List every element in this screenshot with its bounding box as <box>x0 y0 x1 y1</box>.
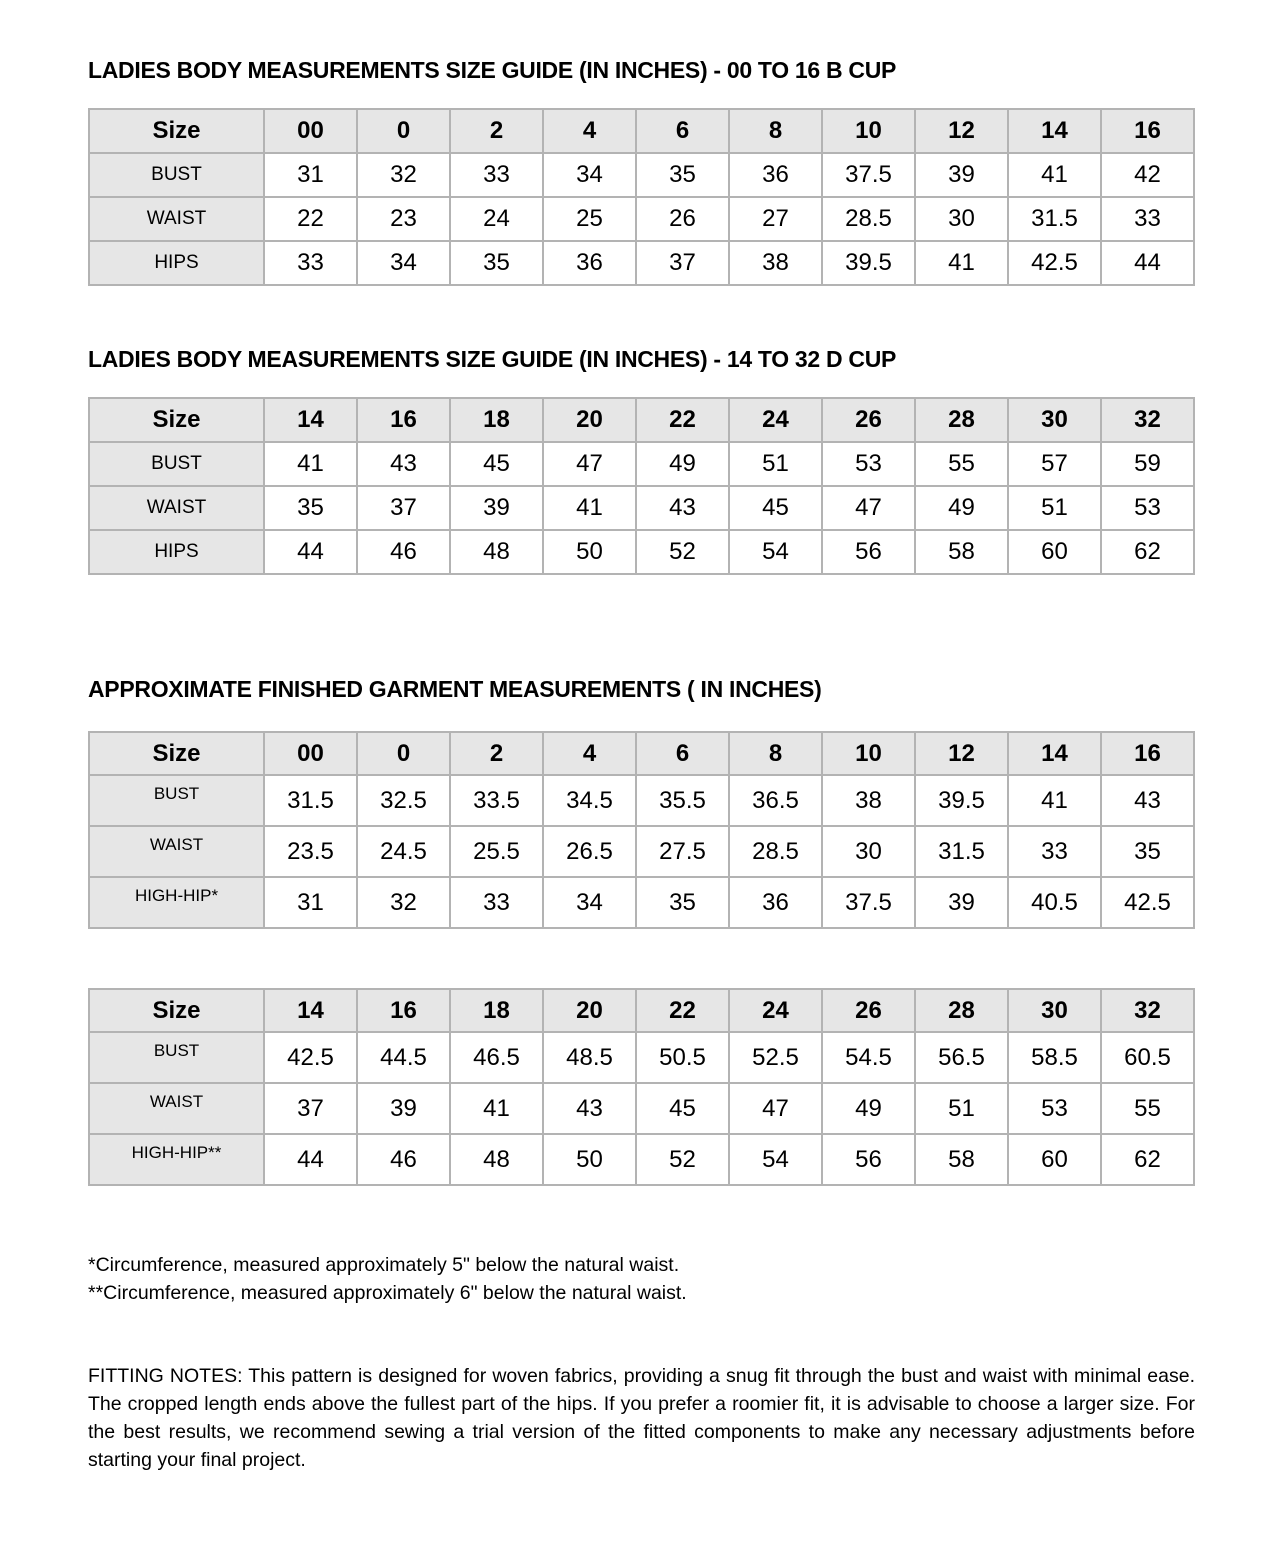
size-header: 14 <box>264 398 357 442</box>
size-header: 26 <box>822 398 915 442</box>
measurement-cell: 26 <box>636 197 729 241</box>
row-label: HIPS <box>89 530 264 574</box>
measurement-cell: 45 <box>450 442 543 486</box>
size-table-garment-small <box>88 731 1195 929</box>
size-header: 8 <box>729 109 822 153</box>
size-header: 16 <box>1101 109 1194 153</box>
measurement-cell: 23.5 <box>264 826 357 877</box>
measurement-cell: 41 <box>915 241 1008 285</box>
measurement-cell: 49 <box>915 486 1008 530</box>
table-row <box>89 530 1194 574</box>
measurement-cell: 41 <box>1008 153 1101 197</box>
measurement-cell: 54 <box>729 530 822 574</box>
measurement-cell: 51 <box>729 442 822 486</box>
measurement-cell: 55 <box>1101 1083 1194 1134</box>
size-header: 18 <box>450 398 543 442</box>
measurement-cell: 44 <box>264 1134 357 1185</box>
measurement-cell: 35 <box>636 153 729 197</box>
measurement-cell: 36.5 <box>729 775 822 826</box>
size-header: 00 <box>264 732 357 775</box>
measurement-cell: 43 <box>357 442 450 486</box>
measurement-cell: 37 <box>264 1083 357 1134</box>
measurement-cell: 27.5 <box>636 826 729 877</box>
measurement-cell: 35 <box>636 877 729 928</box>
row-label: HIGH-HIP** <box>89 1134 264 1185</box>
measurement-cell: 53 <box>1101 486 1194 530</box>
size-header: 2 <box>450 732 543 775</box>
measurement-cell: 46.5 <box>450 1032 543 1083</box>
row-label: BUST <box>89 775 264 826</box>
measurement-cell: 32.5 <box>357 775 450 826</box>
measurement-cell: 43 <box>636 486 729 530</box>
size-header: 24 <box>729 989 822 1032</box>
table-row <box>89 1083 1194 1134</box>
measurement-cell: 42.5 <box>1101 877 1194 928</box>
size-header: 0 <box>357 109 450 153</box>
row-label: WAIST <box>89 1083 264 1134</box>
measurement-cell: 53 <box>822 442 915 486</box>
size-header: 12 <box>915 732 1008 775</box>
size-header: 22 <box>636 989 729 1032</box>
measurement-cell: 31.5 <box>915 826 1008 877</box>
size-header: 32 <box>1101 989 1194 1032</box>
table-row <box>89 153 1194 197</box>
measurement-cell: 41 <box>1008 775 1101 826</box>
size-header: 28 <box>915 398 1008 442</box>
measurement-cell: 33 <box>1101 197 1194 241</box>
measurement-cell: 60.5 <box>1101 1032 1194 1083</box>
row-label: BUST <box>89 442 264 486</box>
measurement-cell: 46 <box>357 530 450 574</box>
measurement-cell: 39 <box>450 486 543 530</box>
size-header: 10 <box>822 732 915 775</box>
measurement-cell: 48 <box>450 530 543 574</box>
table-row <box>89 442 1194 486</box>
measurement-cell: 35 <box>264 486 357 530</box>
size-header: 14 <box>264 989 357 1032</box>
size-table-body-d-cup <box>88 397 1195 575</box>
measurement-cell: 37 <box>636 241 729 285</box>
measurement-cell: 57 <box>1008 442 1101 486</box>
measurement-cell: 25.5 <box>450 826 543 877</box>
measurement-cell: 37.5 <box>822 153 915 197</box>
measurement-cell: 58 <box>915 530 1008 574</box>
size-header: 20 <box>543 989 636 1032</box>
size-header-label: Size <box>89 398 264 442</box>
measurement-cell: 36 <box>729 877 822 928</box>
measurement-cell: 30 <box>822 826 915 877</box>
measurement-cell: 46 <box>357 1134 450 1185</box>
measurement-cell: 45 <box>729 486 822 530</box>
measurement-cell: 35 <box>1101 826 1194 877</box>
measurement-cell: 50.5 <box>636 1032 729 1083</box>
table-row <box>89 826 1194 877</box>
measurement-cell: 44 <box>1101 241 1194 285</box>
measurement-cell: 41 <box>543 486 636 530</box>
measurement-cell: 34 <box>543 877 636 928</box>
table-row <box>89 877 1194 928</box>
section-title-body-b-cup: LADIES BODY MEASUREMENTS SIZE GUIDE (IN INCHES) - 00 TO 16 B CUP <box>88 57 897 83</box>
size-header: 0 <box>357 732 450 775</box>
measurement-cell: 33.5 <box>450 775 543 826</box>
measurement-cell: 40.5 <box>1008 877 1101 928</box>
measurement-cell: 56.5 <box>915 1032 1008 1083</box>
measurement-cell: 60 <box>1008 1134 1101 1185</box>
row-label: HIPS <box>89 241 264 285</box>
measurement-cell: 44 <box>264 530 357 574</box>
measurement-cell: 35.5 <box>636 775 729 826</box>
measurement-cell: 26.5 <box>543 826 636 877</box>
measurement-cell: 34 <box>357 241 450 285</box>
table-row <box>89 197 1194 241</box>
measurement-cell: 39.5 <box>822 241 915 285</box>
measurement-cell: 47 <box>543 442 636 486</box>
measurement-cell: 39 <box>915 877 1008 928</box>
footnote-high-hip-double: **Circumference, measured approximately 6" below the natural waist. <box>88 1282 687 1304</box>
measurement-cell: 31.5 <box>1008 197 1101 241</box>
size-table-body-b-cup <box>88 108 1195 286</box>
measurement-cell: 59 <box>1101 442 1194 486</box>
measurement-cell: 48 <box>450 1134 543 1185</box>
measurement-cell: 39 <box>357 1083 450 1134</box>
measurement-cell: 24.5 <box>357 826 450 877</box>
row-label: WAIST <box>89 826 264 877</box>
size-header: 4 <box>543 732 636 775</box>
measurement-cell: 32 <box>357 877 450 928</box>
measurement-cell: 34.5 <box>543 775 636 826</box>
measurement-cell: 58.5 <box>1008 1032 1101 1083</box>
size-header: 24 <box>729 398 822 442</box>
header-row <box>89 109 1194 153</box>
measurement-cell: 31 <box>264 153 357 197</box>
measurement-cell: 51 <box>1008 486 1101 530</box>
fitting-notes: FITTING NOTES: This pattern is designed for woven fabrics, providing a snug fit through the bust and waist with minimal ease. The cropped length ends above the fullest part of the hips. If you prefer a roomier fit, it is advisable to choose a larger size. For the best results, we recommend sewing a trial version of the fitted components to make any necessary adjustments before starting your final project. <box>88 1365 1195 1471</box>
measurement-cell: 62 <box>1101 1134 1194 1185</box>
measurement-cell: 30 <box>915 197 1008 241</box>
measurement-cell: 24 <box>450 197 543 241</box>
size-header: 32 <box>1101 398 1194 442</box>
header-row <box>89 398 1194 442</box>
measurement-cell: 38 <box>822 775 915 826</box>
measurement-cell: 54 <box>729 1134 822 1185</box>
measurement-cell: 62 <box>1101 530 1194 574</box>
measurement-cell: 58 <box>915 1134 1008 1185</box>
measurement-cell: 37.5 <box>822 877 915 928</box>
measurement-cell: 28.5 <box>822 197 915 241</box>
size-header: 4 <box>543 109 636 153</box>
measurement-cell: 52.5 <box>729 1032 822 1083</box>
measurement-cell: 33 <box>450 877 543 928</box>
size-header-label: Size <box>89 109 264 153</box>
measurement-cell: 42.5 <box>1008 241 1101 285</box>
measurement-cell: 53 <box>1008 1083 1101 1134</box>
size-header: 14 <box>1008 732 1101 775</box>
size-header: 6 <box>636 732 729 775</box>
measurement-cell: 45 <box>636 1083 729 1134</box>
measurement-cell: 39.5 <box>915 775 1008 826</box>
size-header: 26 <box>822 989 915 1032</box>
size-header: 22 <box>636 398 729 442</box>
size-header: 30 <box>1008 989 1101 1032</box>
size-header: 16 <box>357 989 450 1032</box>
row-label: WAIST <box>89 486 264 530</box>
measurement-cell: 47 <box>822 486 915 530</box>
size-table-garment-large <box>88 988 1195 1186</box>
measurement-cell: 34 <box>543 153 636 197</box>
size-header: 00 <box>264 109 357 153</box>
measurement-cell: 28.5 <box>729 826 822 877</box>
table-row <box>89 241 1194 285</box>
row-label: BUST <box>89 1032 264 1083</box>
measurement-cell: 36 <box>543 241 636 285</box>
measurement-cell: 54.5 <box>822 1032 915 1083</box>
measurement-cell: 33 <box>264 241 357 285</box>
measurement-cell: 49 <box>822 1083 915 1134</box>
size-header: 30 <box>1008 398 1101 442</box>
measurement-cell: 50 <box>543 1134 636 1185</box>
size-header: 16 <box>357 398 450 442</box>
footnote-high-hip: *Circumference, measured approximately 5" below the natural waist. <box>88 1254 680 1276</box>
measurement-cell: 31 <box>264 877 357 928</box>
table-row <box>89 1134 1194 1185</box>
header-row <box>89 989 1194 1032</box>
table-row <box>89 486 1194 530</box>
size-header-label: Size <box>89 732 264 775</box>
measurement-cell: 56 <box>822 530 915 574</box>
measurement-cell: 41 <box>450 1083 543 1134</box>
measurement-cell: 33 <box>1008 826 1101 877</box>
measurement-cell: 49 <box>636 442 729 486</box>
measurement-cell: 38 <box>729 241 822 285</box>
table-row <box>89 1032 1194 1083</box>
measurement-cell: 23 <box>357 197 450 241</box>
size-header: 12 <box>915 109 1008 153</box>
measurement-cell: 25 <box>543 197 636 241</box>
size-header-label: Size <box>89 989 264 1032</box>
size-header: 16 <box>1101 732 1194 775</box>
measurement-cell: 36 <box>729 153 822 197</box>
measurement-cell: 60 <box>1008 530 1101 574</box>
measurement-cell: 41 <box>264 442 357 486</box>
section-title-body-d-cup: LADIES BODY MEASUREMENTS SIZE GUIDE (IN INCHES) - 14 TO 32 D CUP <box>88 346 897 372</box>
size-header: 8 <box>729 732 822 775</box>
measurement-cell: 35 <box>450 241 543 285</box>
measurement-cell: 42 <box>1101 153 1194 197</box>
measurement-cell: 52 <box>636 530 729 574</box>
measurement-cell: 43 <box>543 1083 636 1134</box>
measurement-cell: 51 <box>915 1083 1008 1134</box>
size-header: 18 <box>450 989 543 1032</box>
table-row <box>89 775 1194 826</box>
size-header: 2 <box>450 109 543 153</box>
section-title-garment: APPROXIMATE FINISHED GARMENT MEASUREMENTS ( IN INCHES) <box>88 676 822 702</box>
size-header: 6 <box>636 109 729 153</box>
measurement-cell: 39 <box>915 153 1008 197</box>
row-label: BUST <box>89 153 264 197</box>
size-header: 20 <box>543 398 636 442</box>
size-header: 28 <box>915 989 1008 1032</box>
measurement-cell: 22 <box>264 197 357 241</box>
measurement-cell: 55 <box>915 442 1008 486</box>
measurement-cell: 43 <box>1101 775 1194 826</box>
size-header: 14 <box>1008 109 1101 153</box>
measurement-cell: 42.5 <box>264 1032 357 1083</box>
measurement-cell: 52 <box>636 1134 729 1185</box>
row-label: HIGH-HIP* <box>89 877 264 928</box>
measurement-cell: 31.5 <box>264 775 357 826</box>
measurement-cell: 37 <box>357 486 450 530</box>
measurement-cell: 50 <box>543 530 636 574</box>
measurement-cell: 32 <box>357 153 450 197</box>
measurement-cell: 44.5 <box>357 1032 450 1083</box>
header-row <box>89 732 1194 775</box>
measurement-cell: 47 <box>729 1083 822 1134</box>
measurement-cell: 56 <box>822 1134 915 1185</box>
row-label: WAIST <box>89 197 264 241</box>
measurement-cell: 33 <box>450 153 543 197</box>
measurement-cell: 48.5 <box>543 1032 636 1083</box>
measurement-cell: 27 <box>729 197 822 241</box>
size-header: 10 <box>822 109 915 153</box>
